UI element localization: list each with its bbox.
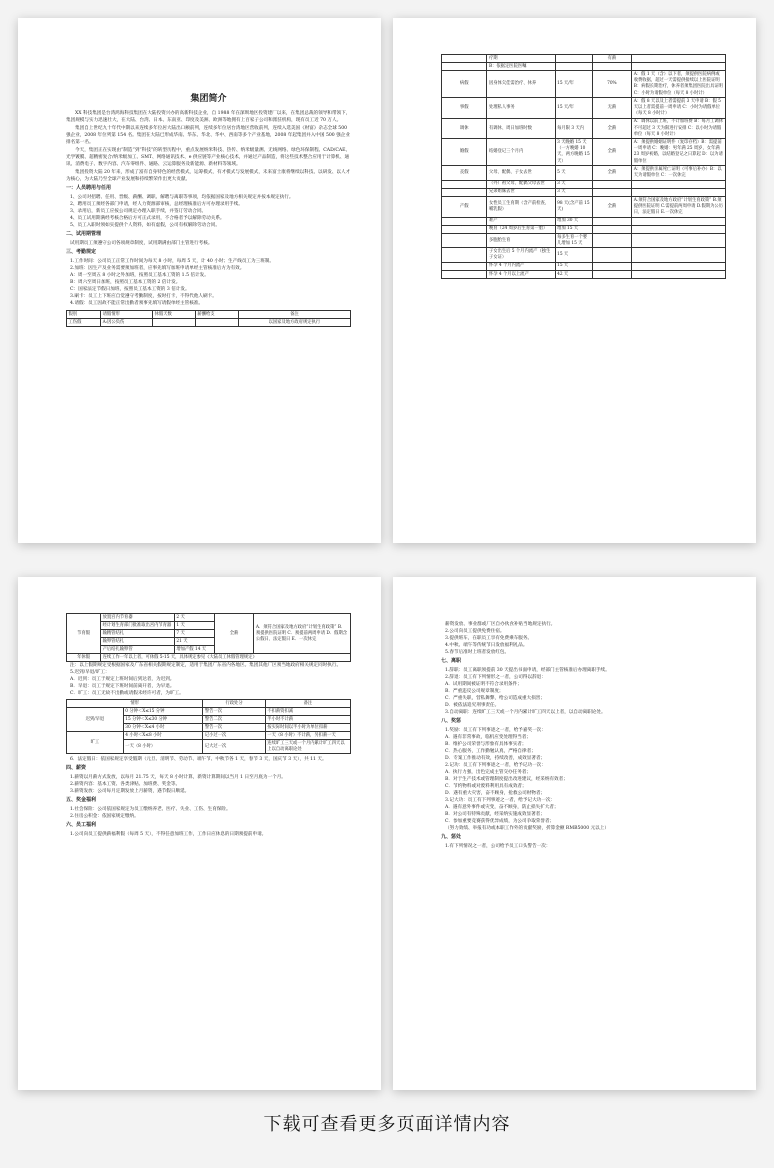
table-cell: 增加 30 天 xyxy=(555,217,592,225)
table-cell xyxy=(592,248,632,262)
table-cell: 2 天 xyxy=(174,614,214,622)
table-cell: 多胞胎生育 xyxy=(487,234,555,248)
table-cell: 旷工 xyxy=(67,732,124,754)
document-page-3 xyxy=(18,577,381,1090)
table-row xyxy=(442,188,726,196)
table-cell: 增加产假 14 天 xyxy=(174,646,214,654)
table-cell xyxy=(442,225,487,233)
table-cell: 42 天 xyxy=(555,271,592,279)
paragraph: B．对公司有特殊贡献，经采纳实施成效显著者； xyxy=(445,812,545,817)
table-row xyxy=(442,271,726,279)
table-cell: 子女出生后 5 个月内流产（独生子女证） xyxy=(487,248,555,262)
section-heading: 二、试用期管理 xyxy=(66,231,102,237)
section-heading: 七、离职 xyxy=(441,658,462,664)
table-cell: 7 天 xyxy=(174,630,214,638)
document-page-4 xyxy=(393,577,756,1090)
table-cell: 输精管结扎 xyxy=(101,630,175,638)
paragraph: 3.提供班车，在职员工享有免费乘车服务。 xyxy=(445,636,533,641)
table-row xyxy=(442,248,726,262)
paragraph: D．被依法追究刑事责任。 xyxy=(445,703,500,708)
paragraph: C．节约物料或对废料利用具有成效者； xyxy=(445,784,527,789)
table-cell: A：调休以前上班，不计加班费 B：每月工调休不可超过 3 天为限进行安排 C：以小时为请假单位（每天 8 小时计） xyxy=(632,118,726,139)
paragraph: B．严重违反公司规章制度； xyxy=(445,689,504,694)
paragraph: 4.中秋、端午等传统节日发放福利礼品。 xyxy=(445,643,528,648)
page-title: 集团简介 xyxy=(190,94,227,104)
paragraph: （努力效绩、举报有功或本职工作外的贡献奖励，折算金额 RMB5000 元以上） xyxy=(445,826,609,831)
table-cell: A：假 1 天（含）以下者，须提供医院病例或收费收据，超过一天需提供接续以上医院证明 B：病假长期治疗，休养者须集团医院出具证明 C：小时为请假单位（每天 8 小时计） xyxy=(632,71,726,98)
table-cell: 一天（8 小时）不计薪，另扣薪一天 xyxy=(265,732,350,740)
table-cell: 女性员工生育期（含产前检查、哺乳假） xyxy=(487,197,555,218)
note-text: 5.迟到/早退/旷工： xyxy=(70,670,110,675)
table-cell: 5 天 xyxy=(555,166,592,180)
table-cell xyxy=(632,63,726,71)
table-header-row xyxy=(67,311,351,319)
table-row xyxy=(442,234,726,248)
table-cell xyxy=(555,55,592,63)
leave-policy-table xyxy=(441,54,726,279)
download-caption: 下载可查看更多页面详情内容 xyxy=(263,1114,511,1135)
table-cell: 98 天(含产前 15 天) xyxy=(555,197,592,218)
section-item: 3、录用后，新员工应按公司规定办理入职手续，并签订劳动合同。 xyxy=(70,209,207,214)
section-heading: 五、奖金福利 xyxy=(66,797,97,803)
paragraph: A．遇有意外事件或灾变，奋不顾身，防止损失扩大者； xyxy=(445,805,559,810)
paragraph: 1.辞职：员工离职须提前 30 天提出书面申请，经部门主管核准后办理离职手续。 xyxy=(445,668,610,673)
table-cell: 记大过一次 xyxy=(203,740,265,754)
section-item: 1.工作时间：公司员工正常工作时间为每天 8 小时，每周 5 天，计 40 小时；生产线员工为三班制。 xyxy=(70,259,274,264)
table-cell: 难产 xyxy=(487,217,555,225)
table-header-cell: 情形 xyxy=(67,700,203,708)
table-cell: 婚假 xyxy=(442,139,487,166)
table-row xyxy=(442,139,726,166)
table-cell: 全薪 xyxy=(592,197,632,218)
section-item: 2、聘用员工须经各部门申请，经人力资源部审核，总经理核准后方可办理录用手续。 xyxy=(70,202,243,207)
table-cell: 3 天晚婚 15 天（一方晚婚 10 天，两方晚婚 15 天） xyxy=(555,139,592,166)
section-item: 5、员工入职时须如实提供个人资料，如有虚假，公司有权解除劳动合同。 xyxy=(70,223,220,228)
table-cell: 3 天 xyxy=(555,188,592,196)
table-cell: 连续工作一年以上者，可休假 5-15 天，具体规定参见《大陆员工休假管理规定》 xyxy=(101,654,351,662)
table-cell: 全薪 xyxy=(592,118,632,139)
paragraph: D．遇有重大灾害，奋不顾身，抢救公司财物者； xyxy=(445,791,546,796)
paragraph: 3.记大功：员工有下列事迹之一者，给予记大功一次： xyxy=(445,798,556,803)
table-cell: 4 小时＜X≤8 小时 xyxy=(123,732,203,740)
table-cell xyxy=(592,188,632,196)
table-cell xyxy=(442,271,487,279)
table-cell: 怀孕 4 个月以上流产 xyxy=(487,271,555,279)
table-cell xyxy=(153,319,196,327)
document-page-1 xyxy=(18,18,381,543)
paragraph: D．专案工作推动有效，持续改善，成效显著者； xyxy=(445,756,546,761)
note-text: 1.薪资以月薪方式发放，以每月 21.75 天，每天 8 小时计算，新资计算期间以当月 1 日至月底为一个月。 xyxy=(70,775,286,780)
table-cell: 30 分钟＜X≤4 小时 xyxy=(123,724,203,732)
table-cell xyxy=(442,217,487,225)
table-cell: 15 分钟＜X≤30 分钟 xyxy=(123,716,203,724)
table-row xyxy=(442,166,726,180)
table-row xyxy=(67,614,351,622)
table-cell xyxy=(632,180,726,188)
paragraph: B．维护公司荣誉与形象有具体事实者； xyxy=(445,742,527,747)
table-cell: B：依据定医院医嘱 xyxy=(487,63,555,71)
table-cell xyxy=(632,55,726,63)
intro-paragraph: 集团投资大陆 20 年来，形成了富有自身特色的经营模式，运筹模式，有才模式与发展模式，未来富士康将继续以科技、以研发、以人才为核心，为大陆乃至全球产业发展和持续繁荣作出更大贡献。 xyxy=(66,170,351,182)
table-cell: 节育假 xyxy=(67,614,101,654)
table-cell: 怀孕 4 个月内流产 xyxy=(487,262,555,270)
table-cell: 15 天 xyxy=(555,248,592,262)
table-cell xyxy=(592,271,632,279)
table-cell: 丧假 xyxy=(442,166,487,180)
table-cell: 15 天 xyxy=(555,262,592,270)
table-header-row xyxy=(67,700,351,708)
paragraph: 薪资发放、事业群或厂区自办伙食补贴当地规定执行。 xyxy=(445,622,556,627)
table-cell: 输卵管结扎 xyxy=(101,638,175,646)
table-cell xyxy=(632,225,726,233)
table-cell xyxy=(195,319,238,327)
section-item: A：周一至周五 8 小时之外加班，按照员工基本工资的 1.5 倍计发。 xyxy=(70,273,209,278)
intro-paragraph: 集团自上世纪九十年代中期以来连续多年位居大陆出口额前列，连续多年位居台湾地区营收前列，连续入选美国《财富》杂志全球 500 强企业，2008 年位列第 154 名。集团在大陆已形成华南、华东、华北、华中、西南等多个产业基地，2008 年起集团并入中国 500 强企业排名第一名。 xyxy=(66,126,350,145)
table-cell: A：须提供婚姻证明件（复印存档）B：需提前一周申请 C：晚婚：男年满 25 周岁，女年满 23 周岁初婚，以结婚登记之日算起 D：以为请假单位 xyxy=(632,139,726,166)
table-cell xyxy=(442,180,487,188)
section-item: 试用期员工须遵守公司各项规章制度，试用期满由部门主管进行考核。 xyxy=(70,241,213,246)
table-header-cell: 请假情形 xyxy=(101,311,153,319)
paragraph: 2.公司向员工提供免费住宿。 xyxy=(445,629,505,634)
table-row xyxy=(67,654,351,662)
table-cell: 有薪 xyxy=(592,55,632,63)
table-header-cell: 休假天数 xyxy=(153,311,196,319)
table-cell xyxy=(632,248,726,262)
table-row xyxy=(442,217,726,225)
table-cell xyxy=(442,63,487,71)
section-heading: 九、惩处 xyxy=(441,834,462,840)
table-cell: 警告一次 xyxy=(203,708,265,716)
paragraph: C．严重失职，营私舞弊，给公司造成重大损害； xyxy=(445,696,545,701)
section-heading: 一：人员聘用与任用 xyxy=(66,185,112,191)
section-heading: 三、考勤规定 xyxy=(66,249,97,255)
table-cell: 全薪 xyxy=(214,614,254,654)
section-item: 4、员工试用期满经考核合格后方可正式录用，不合格者予以解除劳动关系。 xyxy=(70,216,225,221)
table-row xyxy=(442,118,726,139)
table-cell: 产后结扎输卵管 xyxy=(101,646,175,654)
table-cell xyxy=(555,63,592,71)
table-header-cell: 薪酬给支 xyxy=(195,311,238,319)
intro-paragraph: XX 科技集团是台湾鸿海科技集团在大陆投资兴办的高新科技企业，自 1988 年在深圳地区投资建厂以来，在集团总裁的领导和带领下，集团规模与实力迅速壮大，在大陆、台湾、日本、东南亚、印度及美洲、欧洲等地拥有上百家子公司和派驻机构，现有员工近 70 万人。 xyxy=(66,111,351,123)
table-header-cell: 备注 xyxy=(265,700,350,708)
table-row xyxy=(67,708,351,716)
table-cell: 病假 xyxy=(442,71,487,98)
table-cell: 1 天 xyxy=(174,622,214,630)
table-cell xyxy=(442,248,487,262)
table-cell: 一天（8 小时） xyxy=(123,740,203,754)
table-cell: 70% xyxy=(592,71,632,98)
table-cell: 产假 xyxy=(442,197,487,218)
table-row xyxy=(442,262,726,270)
table-cell: A:因公负伤 xyxy=(101,319,153,327)
table-cell xyxy=(592,217,632,225)
table-cell xyxy=(632,217,726,225)
table-cell: 事假 xyxy=(442,98,487,119)
table-cell: 年休假 xyxy=(67,654,101,662)
table-cell: 21 天 xyxy=(174,638,214,646)
table-cell: 兄弟姐妹去世 xyxy=(487,188,555,196)
paragraph: 1.奖励：员工有下列事迹之一者，给予嘉奖一次： xyxy=(445,728,546,733)
table-cell: 按实际时间以半小时为单位扣薪 xyxy=(265,724,350,732)
table-header-cell: 行政处分 xyxy=(203,700,265,708)
paragraph: 2.辞退：员工有下列情形之一者，公司得以辞退： xyxy=(445,675,546,680)
table-row xyxy=(442,63,726,71)
paragraph: A．执行力强，出色完成主管交办任务者； xyxy=(445,770,532,775)
paragraph: B．对于生产技术或管理制度提出改进建议，经采纳有效者； xyxy=(445,777,568,782)
table-cell: 全薪 xyxy=(592,166,632,180)
section-item: 4.请假：员工因故不能正常出勤者须事先填写请假单经主管核准。 xyxy=(70,301,204,306)
intro-paragraph: 今天，集团正在实现由“制造”到“科技”的转型历程中，重点发展纳米科技、热传、纳米级量测、无线网络、绿色环保制程、CAD/CAE、光学镀膜、超精密复合/纳米级加工、SMT、网络通讯技术、e 供应链等产业核心技术，并通过产品制造，将这些技术整合应用于计算机、通讯、消费电子、数字内容、汽车零组件、通路、云运算服务及新能源、新材料等领域。 xyxy=(66,148,351,167)
note-text: 2.住房公积金：依国家规定缴纳。 xyxy=(70,814,139,819)
table-cell: 连续旷工三天或一个月内累计旷工四天以上以自动离职论处 xyxy=(265,740,350,754)
note-text: 6．法定假日：依国家规定享受假期（元旦、清明节、劳动节、端午节、中秋节各 1 天，春节 3 天，国庆节 3 天），共 11 天。 xyxy=(70,757,327,762)
table-cell: 迟到/早退 xyxy=(67,708,124,732)
note-text: 1.公司向员工提供薪福利假（每周 5 天），不得任意加班工作，工作日应休息的日期须提前申请。 xyxy=(70,832,267,837)
table-cell: A.须符合国家及地方政府“计划生育政策” B.须提供医院证明 C.需提前两周申请 D.假期为公历日，法定假日 E.一次休完 xyxy=(632,197,726,218)
table-cell xyxy=(592,180,632,188)
table-cell: 15 天/年 xyxy=(555,98,592,119)
table-cell: A：须提供亲属死亡证明（可事后补办）B：以天为请假单位 C：一次休完 xyxy=(632,166,726,180)
table-cell: 父母、配偶、子女去世 xyxy=(487,166,555,180)
note-text: 注：以上假期规定受根据国家及广东省相关假期规定制定，适用于集团广东省内各地区。集团其他厂区须当地政府相关规定同时执行。 xyxy=(70,663,342,668)
tardy-table xyxy=(66,699,351,754)
table-header-cell: 备注 xyxy=(238,311,350,319)
table-cell xyxy=(442,234,487,248)
table-header-cell: 假别 xyxy=(67,311,101,319)
paragraph: C．参加重要竞赛获得优异成绩，为公司争取荣誉者； xyxy=(445,819,555,824)
document-page-2 xyxy=(393,18,756,543)
section-item: 2.加班：因生产及业务需要须加班者，应事先填写加班申请单经主管核准后方为有效。 xyxy=(70,266,245,271)
paragraph: A．试用期间被证明不符合录用条件； xyxy=(445,682,522,687)
paragraph: 2.记功：员工有下列事迹之一者，给予记功一次： xyxy=(445,763,546,768)
table-cell: 处理私人事务 xyxy=(487,98,555,119)
table-cell: 疗期 xyxy=(487,55,555,63)
table-cell xyxy=(632,271,726,279)
note-text: 1.社会保险：公司依国家规定为员工缴纳养老、医疗、失业、工伤、生育保险。 xyxy=(70,807,231,812)
table-cell: 15 天/年 xyxy=(555,71,592,98)
section-item: 1、公司对招聘、任用、晋级、薪酬、调职、解聘与离职等事项，均依据国家及地方相关规定并按本规定执行。 xyxy=(70,195,294,200)
table-row xyxy=(67,732,351,740)
table-cell xyxy=(592,262,632,270)
section-item: 3.刷卡：员工上下班应自觉遵守考勤制度，按时打卡，不得代他人刷卡。 xyxy=(70,294,217,299)
section-heading: 八、奖惩 xyxy=(441,718,462,724)
section-heading: 六、员工福利 xyxy=(66,822,97,828)
table-cell: 调休 xyxy=(442,118,487,139)
table-row xyxy=(442,180,726,188)
table-cell: 每多生育一个婴儿增加 15 天 xyxy=(555,234,592,248)
table-cell xyxy=(442,55,487,63)
table-row xyxy=(442,71,726,98)
paragraph: 1.有下列情况之一者，公司给予员工口头警告一次： xyxy=(445,844,551,849)
table-row xyxy=(442,55,726,63)
table-cell xyxy=(592,63,632,71)
paragraph: C．热心服务，工作勤勉认真，严格自律者； xyxy=(445,749,536,754)
note-text: B．早退：员工于规定下班时间前离开者，为早退。 xyxy=(70,684,175,689)
table-cell: 警告二次 xyxy=(203,716,265,724)
table-cell xyxy=(592,225,632,233)
table-cell: 半小时不计薪 xyxy=(265,716,350,724)
table-cell: 工伤假 xyxy=(67,319,101,327)
birth-control-leave-table xyxy=(66,613,351,662)
section-item: B：周六至周日加班，按照员工基本工资的 2 倍计发。 xyxy=(70,280,181,285)
paragraph: 5.春节后准时上班者发放红包。 xyxy=(445,650,510,655)
table-cell xyxy=(632,188,726,196)
paragraph: A．遇有非常事故，临机应变处理得当者； xyxy=(445,735,532,740)
table-row xyxy=(442,225,726,233)
section-item: C：国家法定节假日加班，按照员工基本工资的 3 倍计发。 xyxy=(70,287,190,292)
section-heading: 四、薪资 xyxy=(66,765,87,771)
table-cell: 全薪 xyxy=(592,139,632,166)
table-cell: （外）祖父母、配偶父母去世 xyxy=(487,180,555,188)
table-cell: 不扣薪资扣减 xyxy=(265,708,350,716)
leave-table xyxy=(66,310,351,327)
table-cell: 0 分钟＜X≤15 分钟 xyxy=(123,708,203,716)
table-cell xyxy=(632,262,726,270)
table-cell xyxy=(442,188,487,196)
table-row xyxy=(442,98,726,119)
table-cell xyxy=(632,234,726,248)
table-cell: A．须符合国家及地方政府“计划生育政策” B．须提供医院证明 C．须提前两周申请 D．假期含公假日、法定假日 E．一次休完 xyxy=(254,614,351,654)
note-text: 3.薪资发放：公司每月定期发放上月薪资，遇节假日顺延。 xyxy=(70,789,190,794)
table-row xyxy=(67,319,351,327)
table-cell: 放置宫内节育器 xyxy=(101,614,175,622)
table-cell: 3 天 xyxy=(555,180,592,188)
table-cell: 警告一次 xyxy=(203,724,265,732)
table-cell: 记小过一次 xyxy=(203,732,265,740)
table-cell: 结婚登记三个月内 xyxy=(487,139,555,166)
table-cell: 增加 15 天 xyxy=(555,225,592,233)
table-cell: 有调休、周日加班时数 xyxy=(487,118,555,139)
table-cell: 晚育（24 周岁后生育第一胎） xyxy=(487,225,555,233)
table-cell: A：假 8 天以及上者需提前 3 天申请 B：假 5 天以上者需提前一周申请 C：小时为请假单位（每天 8 小时计） xyxy=(632,98,726,119)
table-cell: 每月限 3 天内 xyxy=(555,118,592,139)
table-cell: 无薪 xyxy=(592,98,632,119)
table-cell: 因身体欠佳需治疗、休养 xyxy=(487,71,555,98)
table-cell xyxy=(442,262,487,270)
note-text: C．旷工：员工无故不出勤或请假未经许可者，为旷工。 xyxy=(70,691,184,696)
table-cell: 经计划生育部门批准取出宫内节育器 xyxy=(101,622,175,630)
table-cell: 以国家及地方政府规定执行 xyxy=(238,319,350,327)
table-cell xyxy=(592,234,632,248)
paragraph: 3.自动离职：连续旷工三天或一个月内累计旷工四天以上者，以自动离职论处。 xyxy=(445,710,606,715)
note-text: 2.薪资内容：基本工资、各类津贴、加班费、奖金等。 xyxy=(70,782,181,787)
note-text: A．迟到：员工于规定上班时间后到达者，为迟到。 xyxy=(70,677,175,682)
table-row xyxy=(442,197,726,218)
